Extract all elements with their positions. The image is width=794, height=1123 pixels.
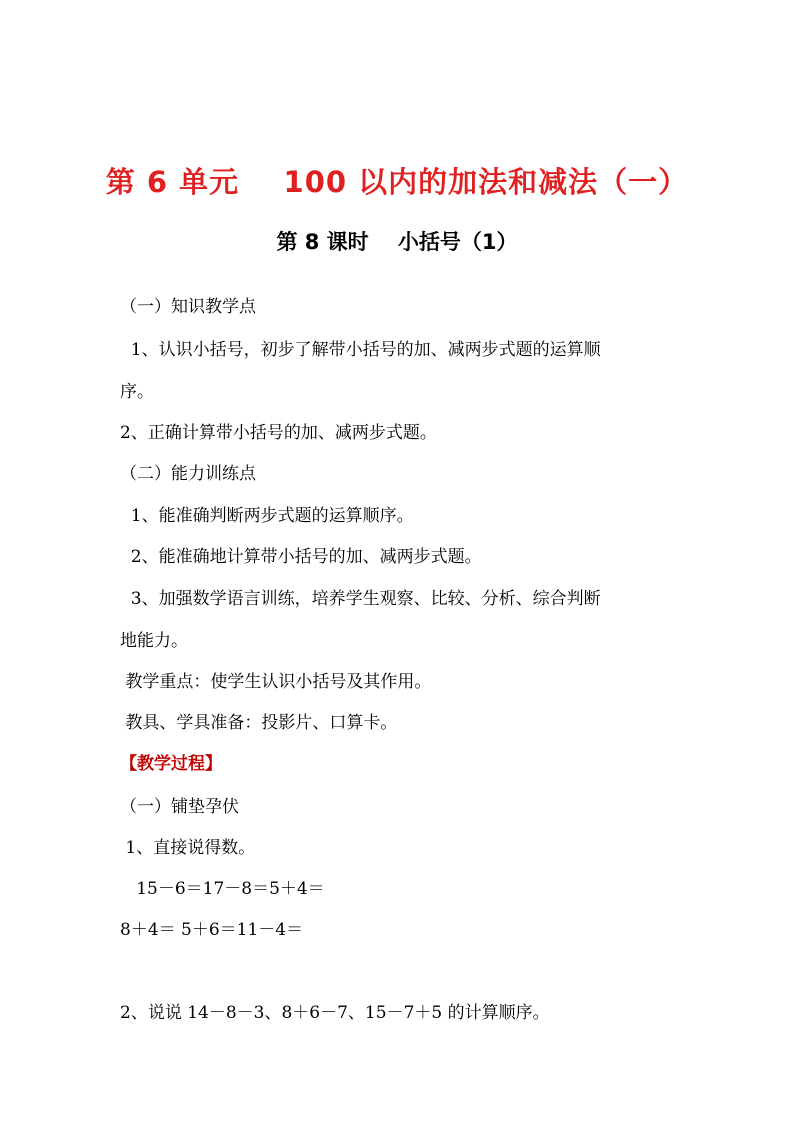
equations-row-2: 8＋4＝ 5＋6＝11－4＝ bbox=[120, 920, 304, 940]
ability-item-3-line-2: 地能力。 bbox=[120, 631, 188, 651]
lesson-subtitle: 第 8 课时 小括号（1） bbox=[276, 230, 518, 254]
process-heading: 【教学过程】 bbox=[120, 754, 222, 774]
ability-item-1: 1、能准确判断两步式题的运算顺序。 bbox=[120, 506, 414, 526]
prep-item-2: 2、说说 14－8－3、8＋6－7、15－7＋5 的计算顺序。 bbox=[120, 1003, 550, 1023]
section-ability-heading: （二）能力训练点 bbox=[120, 464, 256, 484]
prep-item-1: 1、直接说得数。 bbox=[120, 838, 256, 858]
materials: 教具、学具准备：投影片、口算卡。 bbox=[120, 713, 398, 733]
knowledge-item-1-line-2: 序。 bbox=[120, 382, 154, 402]
key-point: 教学重点：使学生认识小括号及其作用。 bbox=[120, 672, 432, 692]
knowledge-item-1-line-1: 1、认识小括号，初步了解带小括号的加、减两步式题的运算顺 bbox=[120, 340, 601, 360]
ability-item-3-line-1: 3、加强数学语言训练，培养学生观察、比较、分析、综合判断 bbox=[120, 589, 601, 609]
section-prep-heading: （一）铺垫孕伏 bbox=[120, 797, 239, 817]
knowledge-item-2: 2、正确计算带小括号的加、减两步式题。 bbox=[120, 423, 437, 443]
equations-row-1: 15－6＝17－8＝5＋4＝ bbox=[120, 879, 325, 899]
unit-title: 第 6 单元 100 以内的加法和减法（一） bbox=[105, 165, 689, 199]
ability-item-2: 2、能准确地计算带小括号的加、减两步式题。 bbox=[120, 547, 482, 567]
section-knowledge-heading: （一）知识教学点 bbox=[120, 297, 256, 317]
